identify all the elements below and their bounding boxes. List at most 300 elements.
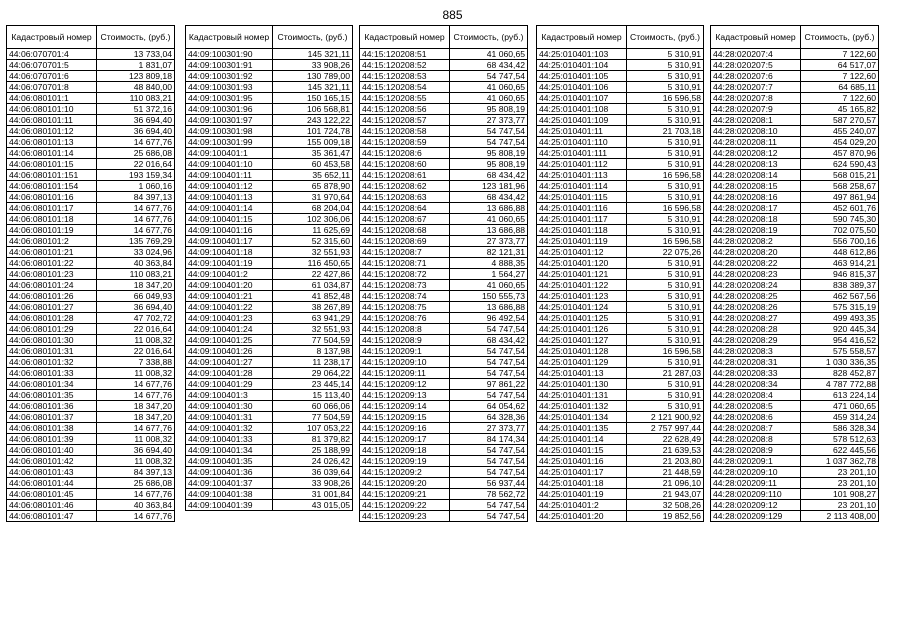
table-row: [537, 82, 704, 93]
cost-cell: 29 064,22: [273, 368, 353, 379]
cadastral-number-cell: 44:09:100301:98: [186, 126, 273, 137]
cadastral-number-cell: 44:09:100401:34: [186, 445, 273, 456]
cadastral-number-cell: 44:25:010401:123: [537, 291, 627, 302]
table-row: [186, 291, 353, 302]
cost-cell: 13 686,88: [450, 225, 528, 236]
cost-cell: 828 452,87: [801, 368, 879, 379]
table-row: [360, 82, 528, 93]
cadastral-number-cell: 44:06:080101:24: [7, 280, 97, 291]
cadastral-number-cell: 44:09:100401:31: [186, 412, 273, 423]
cadastral-number-cell: 44:25:010401:128: [537, 346, 627, 357]
table-row: [7, 467, 175, 478]
table-row: [7, 390, 175, 401]
cost-cell: 1 060,16: [97, 181, 175, 192]
table-row: [7, 49, 175, 60]
cost-cell: 4 888,35: [450, 258, 528, 269]
header-cost: Стоимость, (руб.): [627, 26, 704, 49]
table-row: [360, 71, 528, 82]
cost-cell: 471 060,65: [801, 401, 879, 412]
table-row: [360, 467, 528, 478]
cost-cell: 624 590,43: [801, 159, 879, 170]
cadastral-number-cell: 44:09:100401:1: [186, 148, 273, 159]
table-row: [537, 368, 704, 379]
table-row: [537, 302, 704, 313]
cost-cell: 5 310,91: [627, 357, 704, 368]
cost-cell: 5 310,91: [627, 71, 704, 82]
cadastral-number-cell: 44:09:100401:11: [186, 170, 273, 181]
cost-cell: 462 567,56: [801, 291, 879, 302]
cadastral-number-cell: 44:28:020208:15: [711, 181, 801, 192]
table-row: [7, 445, 175, 456]
cadastral-number-cell: 44:28:020207:5: [711, 60, 801, 71]
table-row: [7, 357, 175, 368]
cost-cell: 452 601,76: [801, 203, 879, 214]
table-row: [7, 346, 175, 357]
cadastral-number-cell: 44:06:080101:14: [7, 148, 97, 159]
table-row: [711, 93, 879, 104]
cadastral-number-cell: 44:06:080101:39: [7, 434, 97, 445]
cost-cell: 22 628,49: [627, 434, 704, 445]
cost-cell: 5 310,91: [627, 225, 704, 236]
cadastral-number-cell: 44:09:100401:30: [186, 401, 273, 412]
cadastral-number-cell: 44:15:120208:54: [360, 82, 450, 93]
cadastral-number-cell: 44:09:100401:26: [186, 346, 273, 357]
table-row: [537, 236, 704, 247]
cost-cell: 16 596,58: [627, 203, 704, 214]
table-row: [360, 456, 528, 467]
table-row: [186, 236, 353, 247]
table-row: [537, 478, 704, 489]
cost-cell: 14 677,76: [97, 423, 175, 434]
cost-cell: 54 747,54: [450, 126, 528, 137]
cost-cell: 702 075,50: [801, 225, 879, 236]
cost-cell: 11 008,32: [97, 335, 175, 346]
table-row: [186, 247, 353, 258]
table-row: [537, 49, 704, 60]
table-row: [7, 203, 175, 214]
cost-cell: 110 083,21: [97, 269, 175, 280]
table-row: [711, 478, 879, 489]
cost-cell: 193 159,34: [97, 170, 175, 181]
cost-cell: 2 113 408,00: [801, 511, 879, 522]
cadastral-number-cell: 44:15:120208:73: [360, 280, 450, 291]
cadastral-number-cell: 44:15:120209:17: [360, 434, 450, 445]
cadastral-number-cell: 44:06:070701:8: [7, 82, 97, 93]
cost-cell: 41 060,65: [450, 49, 528, 60]
cadastral-number-cell: 44:09:100401:15: [186, 214, 273, 225]
cadastral-number-cell: 44:15:120208:61: [360, 170, 450, 181]
cost-cell: 575 315,19: [801, 302, 879, 313]
table-row: [7, 324, 175, 335]
cost-cell: 568 258,67: [801, 181, 879, 192]
cadastral-number-cell: 44:15:120209:18: [360, 445, 450, 456]
cadastral-number-cell: 44:25:010401:116: [537, 203, 627, 214]
cost-cell: 11 008,32: [97, 456, 175, 467]
cost-cell: 243 122,22: [273, 115, 353, 126]
cadastral-number-cell: 44:25:010401:120: [537, 258, 627, 269]
cost-cell: 106 568,81: [273, 104, 353, 115]
table-row: [360, 60, 528, 71]
cadastral-number-cell: 44:28:020208:16: [711, 192, 801, 203]
cadastral-number-cell: 44:15:120208:59: [360, 137, 450, 148]
table-row: [7, 60, 175, 71]
table-row: [537, 192, 704, 203]
table-row: [360, 324, 528, 335]
table-row: [711, 368, 879, 379]
cost-cell: 5 310,91: [627, 302, 704, 313]
cadastral-number-cell: 44:15:120208:68: [360, 225, 450, 236]
table-row: [360, 401, 528, 412]
cadastral-number-cell: 44:28:020209:11: [711, 478, 801, 489]
cost-cell: 622 445,56: [801, 445, 879, 456]
table-row: [711, 456, 879, 467]
cost-cell: 21 448,59: [627, 467, 704, 478]
cost-cell: 77 504,59: [273, 335, 353, 346]
cost-cell: 150 555,73: [450, 291, 528, 302]
table-row: [186, 115, 353, 126]
cost-cell: 31 970,64: [273, 192, 353, 203]
table-row: [186, 500, 353, 511]
cadastral-number-cell: 44:15:120208:63: [360, 192, 450, 203]
cost-cell: 22 427,86: [273, 269, 353, 280]
cadastral-number-cell: 44:06:080101:18: [7, 214, 97, 225]
table-row: [537, 324, 704, 335]
cadastral-number-cell: 44:28:020208:13: [711, 159, 801, 170]
cost-cell: 81 379,82: [273, 434, 353, 445]
table-row: [186, 126, 353, 137]
cadastral-number-cell: 44:28:020208:2: [711, 236, 801, 247]
cadastral-number-cell: 44:28:020208:25: [711, 291, 801, 302]
table-row: [537, 313, 704, 324]
table-row: [711, 148, 879, 159]
table-row: [711, 390, 879, 401]
cost-cell: 920 445,34: [801, 324, 879, 335]
table-row: [537, 203, 704, 214]
cadastral-number-cell: 44:06:080101:46: [7, 500, 97, 511]
table-row: [537, 379, 704, 390]
cadastral-number-cell: 44:25:010401:127: [537, 335, 627, 346]
cadastral-number-cell: 44:28:020208:26: [711, 302, 801, 313]
cost-cell: 578 512,63: [801, 434, 879, 445]
cadastral-number-cell: 44:28:020208:20: [711, 247, 801, 258]
cadastral-number-cell: 44:09:100401:38: [186, 489, 273, 500]
cadastral-number-cell: 44:06:080101:154: [7, 181, 97, 192]
cadastral-number-cell: 44:15:120208:67: [360, 214, 450, 225]
cadastral-number-cell: 44:09:100401:17: [186, 236, 273, 247]
cost-cell: 68 204,04: [273, 203, 353, 214]
table-row: [711, 401, 879, 412]
cost-cell: 54 747,54: [450, 390, 528, 401]
cadastral-number-cell: 44:09:100401:10: [186, 159, 273, 170]
cost-cell: 5 310,91: [627, 148, 704, 159]
cadastral-number-cell: 44:25:010401:14: [537, 434, 627, 445]
cost-cell: 23 201,10: [801, 478, 879, 489]
cadastral-number-cell: 44:15:120208:55: [360, 93, 450, 104]
table-row: [360, 159, 528, 170]
cost-cell: 101 908,27: [801, 489, 879, 500]
table-row: [360, 280, 528, 291]
table-row: [7, 170, 175, 181]
table-row: [186, 478, 353, 489]
table-row: [7, 434, 175, 445]
cadastral-number-cell: 44:15:120208:57: [360, 115, 450, 126]
cost-cell: 107 053,22: [273, 423, 353, 434]
cost-cell: 84 397,13: [97, 467, 175, 478]
cadastral-number-cell: 44:09:100401:39: [186, 500, 273, 511]
cost-cell: 54 747,54: [450, 511, 528, 522]
table-row: [711, 236, 879, 247]
table-row: [186, 467, 353, 478]
table-row: [537, 214, 704, 225]
table-row: [7, 302, 175, 313]
cadastral-number-cell: 44:09:100301:99: [186, 137, 273, 148]
cadastral-number-cell: 44:06:080101:28: [7, 313, 97, 324]
cadastral-number-cell: 44:15:120208:6: [360, 148, 450, 159]
table-row: [711, 159, 879, 170]
cost-cell: 587 270,57: [801, 115, 879, 126]
cadastral-number-cell: 44:28:020208:6: [711, 412, 801, 423]
cost-cell: 1 030 336,35: [801, 357, 879, 368]
cost-cell: 135 769,29: [97, 236, 175, 247]
cadastral-number-cell: 44:06:080101:42: [7, 456, 97, 467]
cost-cell: 13 733,04: [97, 49, 175, 60]
cost-cell: 64 517,07: [801, 60, 879, 71]
cost-cell: 22 075,26: [627, 247, 704, 258]
table-row: [360, 115, 528, 126]
table-row: [711, 137, 879, 148]
cadastral-number-cell: 44:28:020209:1: [711, 456, 801, 467]
cost-cell: 27 373,77: [450, 423, 528, 434]
header-cadastral: Кадастровый номер: [7, 26, 97, 49]
cadastral-number-cell: 44:25:010401:110: [537, 137, 627, 148]
table-row: [537, 269, 704, 280]
cadastral-number-cell: 44:09:100301:91: [186, 60, 273, 71]
cadastral-number-cell: 44:09:100401:3: [186, 390, 273, 401]
cadastral-number-cell: 44:06:080101:34: [7, 379, 97, 390]
cadastral-number-cell: 44:09:100401:33: [186, 434, 273, 445]
cost-cell: 5 310,91: [627, 192, 704, 203]
header-cost: Стоимость, (руб.): [97, 26, 175, 49]
cadastral-number-cell: 44:25:010401:105: [537, 71, 627, 82]
cost-cell: 16 596,58: [627, 93, 704, 104]
cost-cell: 454 029,20: [801, 137, 879, 148]
table-row: [7, 71, 175, 82]
cost-cell: 5 310,91: [627, 390, 704, 401]
cost-cell: 35 652,11: [273, 170, 353, 181]
cadastral-number-cell: 44:06:080101:26: [7, 291, 97, 302]
table-row: [7, 313, 175, 324]
cost-cell: 954 416,52: [801, 335, 879, 346]
table-row: [537, 489, 704, 500]
cost-cell: 36 694,40: [97, 302, 175, 313]
table-row: [711, 467, 879, 478]
cadastral-number-cell: 44:25:010401:12: [537, 247, 627, 258]
table-row: [186, 104, 353, 115]
cost-cell: 68 434,42: [450, 192, 528, 203]
cost-cell: 33 908,26: [273, 60, 353, 71]
cost-cell: 8 137,98: [273, 346, 353, 357]
cadastral-number-cell: 44:06:080101:13: [7, 137, 97, 148]
cadastral-number-cell: 44:15:120208:9: [360, 335, 450, 346]
table-row: [360, 170, 528, 181]
table-row: [537, 456, 704, 467]
table-row: [360, 192, 528, 203]
table-row: [7, 148, 175, 159]
header-cadastral: Кадастровый номер: [537, 26, 627, 49]
table-row: [186, 181, 353, 192]
cost-cell: 5 310,91: [627, 280, 704, 291]
cost-cell: 96 492,54: [450, 313, 528, 324]
table-row: [537, 423, 704, 434]
cost-cell: 60 453,58: [273, 159, 353, 170]
cost-cell: 5 310,91: [627, 291, 704, 302]
cost-cell: 14 677,76: [97, 203, 175, 214]
header-cost: Стоимость, (руб.): [273, 26, 353, 49]
cost-cell: 22 016,64: [97, 324, 175, 335]
cost-cell: 16 596,58: [627, 236, 704, 247]
cadastral-number-cell: 44:15:120209:23: [360, 511, 450, 522]
cadastral-number-cell: 44:25:010401:11: [537, 126, 627, 137]
table-row: [7, 115, 175, 126]
cadastral-number-cell: 44:06:080101:31: [7, 346, 97, 357]
cost-cell: 15 113,40: [273, 390, 353, 401]
table-row: [7, 236, 175, 247]
cost-cell: 43 015,05: [273, 500, 353, 511]
cadastral-number-cell: 44:15:120209:22: [360, 500, 450, 511]
cost-cell: 116 450,65: [273, 258, 353, 269]
cost-cell: 14 677,76: [97, 225, 175, 236]
cadastral-number-cell: 44:06:080101:27: [7, 302, 97, 313]
cadastral-number-cell: 44:28:020208:10: [711, 126, 801, 137]
table-row: [537, 445, 704, 456]
table-row: [7, 500, 175, 511]
cadastral-number-cell: 44:15:120209:20: [360, 478, 450, 489]
table-row: [711, 489, 879, 500]
table-row: [186, 93, 353, 104]
cadastral-number-cell: 44:06:080101:2: [7, 236, 97, 247]
cadastral-number-cell: 44:15:120209:1: [360, 346, 450, 357]
table-row: [537, 401, 704, 412]
table-row: [186, 357, 353, 368]
cadastral-number-cell: 44:15:120209:12: [360, 379, 450, 390]
cost-cell: 1 037 362,78: [801, 456, 879, 467]
cost-cell: 52 315,60: [273, 236, 353, 247]
cost-cell: 5 310,91: [627, 137, 704, 148]
cost-cell: 455 240,07: [801, 126, 879, 137]
cadastral-number-cell: 44:09:100301:90: [186, 49, 273, 60]
cadastral-number-cell: 44:06:080101:21: [7, 247, 97, 258]
cadastral-number-cell: 44:06:080101:30: [7, 335, 97, 346]
cadastral-number-cell: 44:06:080101:43: [7, 467, 97, 478]
cadastral-number-cell: 44:15:120209:21: [360, 489, 450, 500]
cost-cell: 32 551,93: [273, 247, 353, 258]
cadastral-number-cell: 44:28:020208:34: [711, 379, 801, 390]
table-row: [537, 335, 704, 346]
cadastral-number-cell: 44:25:010401:115: [537, 192, 627, 203]
cost-cell: 11 008,32: [97, 434, 175, 445]
table-row: [711, 225, 879, 236]
cost-cell: 64 054,62: [450, 401, 528, 412]
table-row: [7, 478, 175, 489]
cost-cell: 459 314,24: [801, 412, 879, 423]
cost-cell: 48 840,00: [97, 82, 175, 93]
cost-cell: 68 434,42: [450, 170, 528, 181]
cadastral-number-cell: 44:28:020208:17: [711, 203, 801, 214]
table-row: [360, 148, 528, 159]
cadastral-table-3: [359, 25, 528, 522]
cost-cell: 84 397,13: [97, 192, 175, 203]
table-row: [537, 126, 704, 137]
cadastral-number-cell: 44:25:010401:16: [537, 456, 627, 467]
table-row: [360, 434, 528, 445]
cadastral-number-cell: 44:15:120208:64: [360, 203, 450, 214]
table-row: [186, 60, 353, 71]
table-row: [360, 181, 528, 192]
table-row: [186, 368, 353, 379]
cadastral-number-cell: 44:25:010401:106: [537, 82, 627, 93]
cost-cell: 54 747,54: [450, 137, 528, 148]
cadastral-number-cell: 44:06:080101:33: [7, 368, 97, 379]
header-cost: Стоимость, (руб.): [801, 26, 879, 49]
cadastral-number-cell: 44:15:120209:15: [360, 412, 450, 423]
cost-cell: 54 747,54: [450, 324, 528, 335]
table-row: [711, 379, 879, 390]
table-row: [711, 192, 879, 203]
cadastral-number-cell: 44:25:010401:20: [537, 511, 627, 522]
cost-cell: 68 434,42: [450, 60, 528, 71]
cadastral-number-cell: 44:28:020209:10: [711, 467, 801, 478]
cost-cell: 54 747,54: [450, 456, 528, 467]
table-row: [711, 434, 879, 445]
cadastral-number-cell: 44:15:120209:16: [360, 423, 450, 434]
cadastral-number-cell: 44:25:010401:125: [537, 313, 627, 324]
table-row: [186, 258, 353, 269]
table-row: [186, 214, 353, 225]
cadastral-number-cell: 44:06:080101:32: [7, 357, 97, 368]
cadastral-number-cell: 44:28:020208:14: [711, 170, 801, 181]
cost-cell: 41 852,48: [273, 291, 353, 302]
table-row: [711, 357, 879, 368]
page-number: 885: [442, 8, 463, 22]
cost-cell: 23 445,14: [273, 379, 353, 390]
table-row: [537, 71, 704, 82]
cadastral-number-cell: 44:15:120209:14: [360, 401, 450, 412]
table-row: [186, 203, 353, 214]
cost-cell: 7 122,60: [801, 71, 879, 82]
table-row: [186, 324, 353, 335]
header-cadastral: Кадастровый номер: [186, 26, 273, 49]
table-row: [7, 368, 175, 379]
cost-cell: 5 310,91: [627, 159, 704, 170]
cost-cell: 110 083,21: [97, 93, 175, 104]
table-row: [186, 456, 353, 467]
cadastral-number-cell: 44:28:020208:12: [711, 148, 801, 159]
cadastral-number-cell: 44:25:010401:13: [537, 368, 627, 379]
table-row: [711, 346, 879, 357]
table-row: [7, 379, 175, 390]
cadastral-number-cell: 44:25:010401:124: [537, 302, 627, 313]
cadastral-number-cell: 44:25:010401:103: [537, 49, 627, 60]
table-row: [711, 71, 879, 82]
table-row: [186, 302, 353, 313]
table-row: [537, 412, 704, 423]
table-row: [711, 49, 879, 60]
cost-cell: 946 815,37: [801, 269, 879, 280]
cost-cell: 575 558,57: [801, 346, 879, 357]
cost-cell: 41 060,65: [450, 82, 528, 93]
table-row: [537, 357, 704, 368]
cost-cell: 35 361,47: [273, 148, 353, 159]
